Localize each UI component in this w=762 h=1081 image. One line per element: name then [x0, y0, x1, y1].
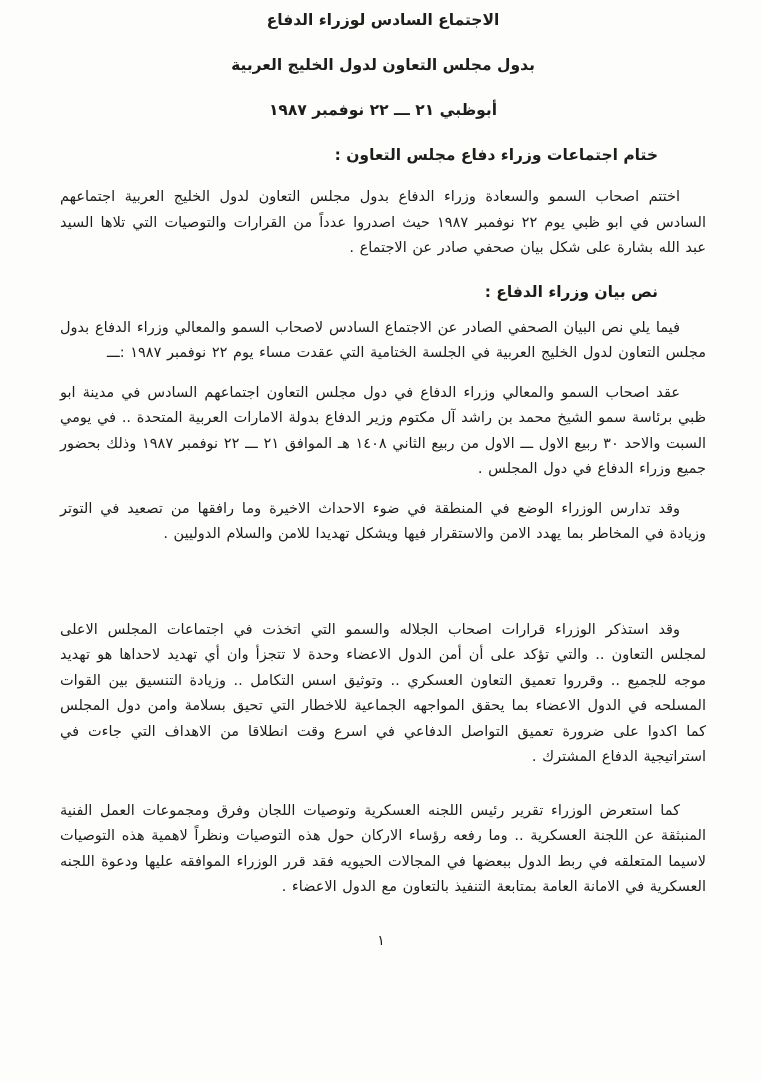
title-line-2: بدول مجلس التعاون لدول الخليج العربية: [231, 56, 535, 74]
paragraph-closing-1: اختتم اصحاب السمو والسعادة وزراء الدفاع بدول مجلس التعاون لدول الخليج العربية اجتماعهم السادس في ابو ظبي يوم ٢٢ نوفمبر ١٩٨٧ حيث اصدروا عدداً من القرارات والتوصيات التي تلاها السيد عبد الله بشارة على شكل بيان صحفي صادر عن الاجتماع .: [60, 189, 706, 256]
section-heading-statement-text: نص بيان وزراء الدفاع :: [484, 282, 658, 301]
section-heading-closing: ختام اجتماعات وزراء دفاع مجلس التعاون :: [334, 146, 658, 164]
paragraph-statement-3: وقد تدارس الوزراء الوضع في المنطقة في ضوء الاحداث الاخيرة وما رافقها من تصعيد في التوتر وزيادة في المخاطر بما يهدد الامن والاستقرار فيها ويشكل تهديدا للامن والسلام الدوليين .: [60, 500, 706, 542]
paragraph-statement-5: كما استعرض الوزراء تقرير رئيس اللجنه العسكرية وتوصيات اللجان وفرق ومجموعات العمل الفنية المنبثقة عن اللجنة العسكرية .. وما رفعه رؤساء الاركان حول هذه التوصيات ونظراً لاهمية هذه التوصيات لاسيما المتعلقه في ربط الدول ببعضها في المجالات الحيويه فقد قرر الوزراء الموافقه عليها ودعوة اللجنه العسكرية في الامانة العامة بمتابعة التنفيذ بالتعاون مع الدول الاعضاء .: [60, 802, 706, 895]
title-line-1: الاجتماع السادس لوزراء الدفاع: [266, 11, 500, 29]
page-number: ١: [377, 933, 385, 949]
document-title-block: [60, 8, 706, 122]
title-line-3-date: أبوظبي ٢١ ـــ ٢٢ نوفمبر ١٩٨٧: [268, 101, 498, 119]
paragraph-statement-1: فيما يلي نص البيان الصحفي الصادر عن الاجتماع السادس لاصحاب السمو والمعالي وزراء الدفاع بدول مجلس التعاون لدول الخليج العربية في الجلسة الختامية التي عقدت مساء يوم ٢٢ نوفمبر ١٩٨٧ :ـــ: [60, 319, 706, 361]
paragraph-statement-4: وقد استذكر الوزراء قرارات اصحاب الجلاله والسمو التي اتخذت في اجتماعات المجلس الاعلى لمجلس التعاون .. والتي تؤكد على أن أمن الدول الاعضاء وحدة لا تتجزأ وان أي تهديد لاحداها هو تهديد موجه للجميع .. وقرروا تعميق التعاون العسكري .. وتوثيق اسس التكامل .. وزيادة التنسيق بين القوات المسلحه في الدول الاعضاء بما يحقق المواجهه الجماعية للاخطار التي تحيق بسلامة وامن دول المجلس كما اكدوا على ضرورة تعميق التواصل الدفاعي في اسرع وقت انطلاقا من الاهداف التي جاءت في استراتيجية الدفاع المشترك .: [60, 621, 706, 765]
paragraph-statement-2: عقد اصحاب السمو والمعالي وزراء الدفاع في دول مجلس التعاون اجتماعهم السادس في مدينة ابو ظبي برئاسة سمو الشيخ محمد بن راشد آل مكتوم وزير الدفاع بدولة الامارات العربية المتحدة .. في يومي السبت والاحد ٣٠ ربيع الاول ـــ الاول من ربيع الثاني ١٤٠٨ هـ الموافق ٢١ ـــ ٢٢ نوفمبر ١٩٨٧ وذلك بحضور جميع وزراء الدفاع في دول المجلس .: [60, 384, 707, 477]
